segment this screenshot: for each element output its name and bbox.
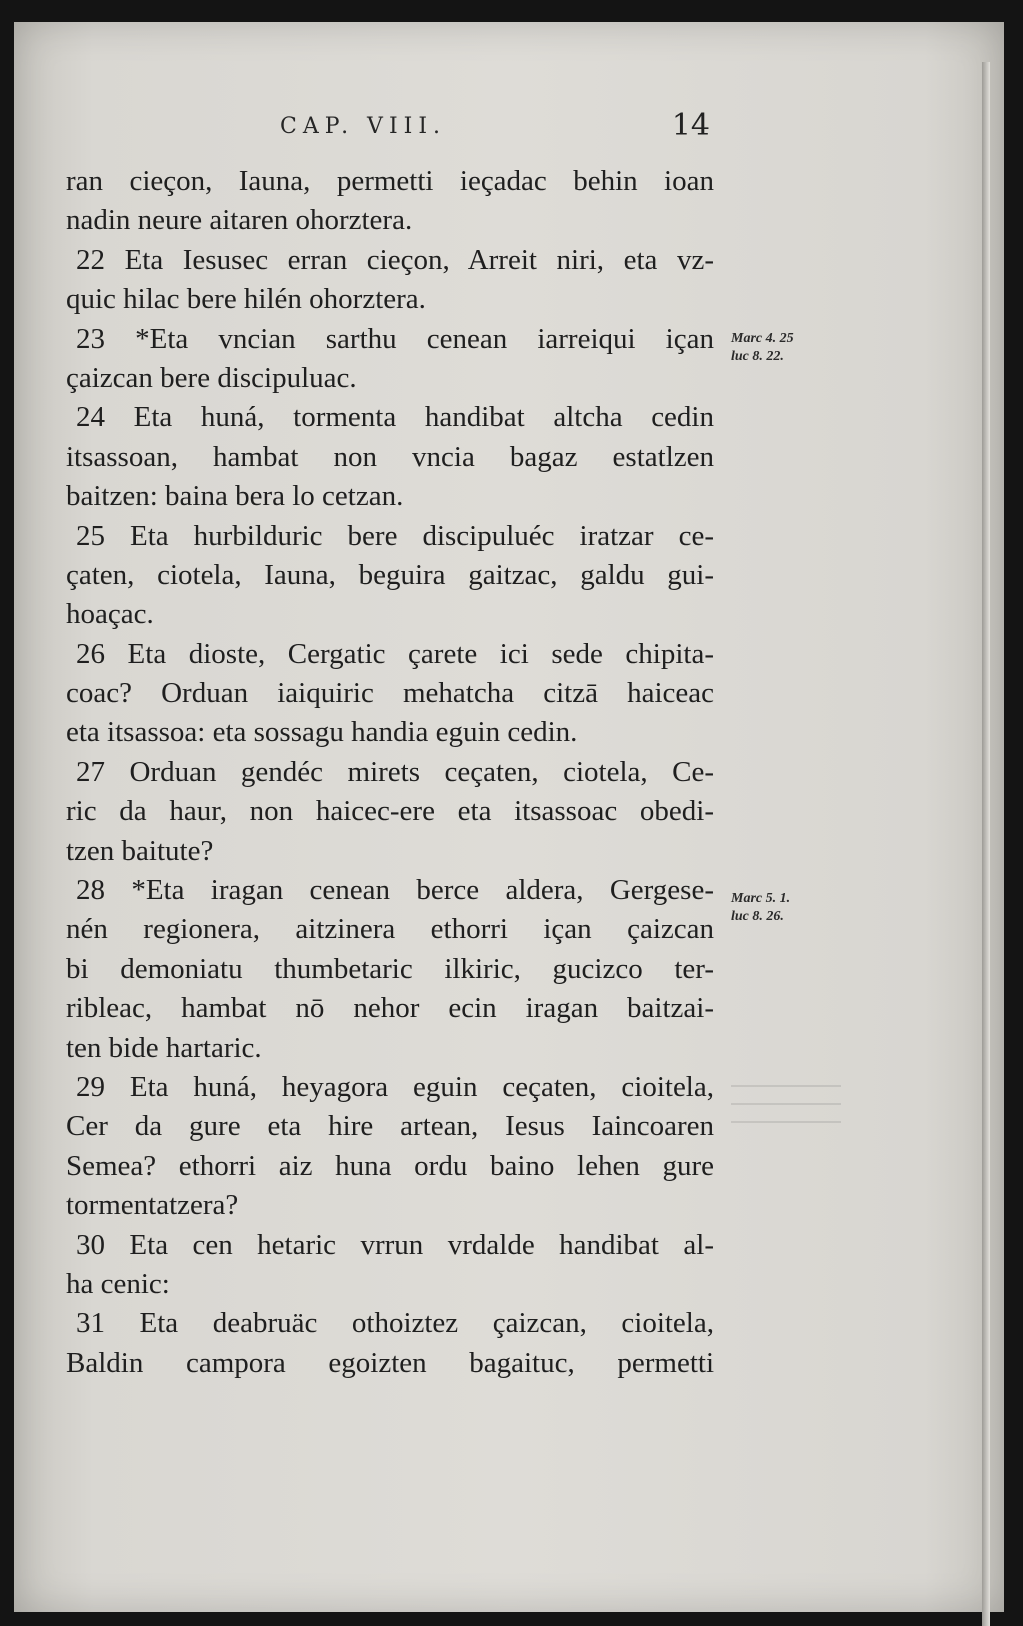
show-through-artifact [731,1085,841,1125]
text-line: Baldin campora egoizten bagaituc, permetti [66,1346,714,1379]
margin-note-line: Marc 4. 25 [731,331,794,346]
text-line: ran cieçon, Iauna, permetti ieçadac behin ioan [66,165,714,197]
margin-note-line: luc 8. 22. [731,349,784,364]
text-line: 28 *Eta iragan cenean berce aldera, Gergese- [76,874,714,907]
margin-note-line: Marc 5. 1. [731,891,791,906]
text-line: coac? Orduan iaiquiric mehatcha citzā haiceac [66,677,714,710]
page-body-text [66,162,714,1383]
text-line: ric da haur, non haicec-ere eta itsassoac obedi- [66,795,714,828]
text-line: 29 Eta huná, heyagora eguin ceçaten, cioitela, [76,1070,714,1103]
text-line: Semea? ethorri aiz huna ordu baino lehen gure [66,1149,714,1182]
text-line: çaten, ciotela, Iauna, beguira gaitzac, galdu gui- [66,558,714,591]
text-line: 25 Eta hurbilduric bere discipuluéc iratzar ce- [76,519,714,552]
text-line: quic hilac bere hilén ohorztera. [66,283,426,316]
margin-note-reference [731,890,790,926]
text-line: nén regionera, aitzinera ethorri içan çaizcan [66,913,714,946]
margin-note-reference [731,330,794,366]
text-line: Cer da gure eta hire artean, Iesus Iaincoaren [66,1110,714,1143]
text-line: 30 Eta cen hetaric vrrun vrdalde handibat al- [76,1228,714,1261]
text-line: bi demoniatu thumbetaric ilkiric, gucizco ter- [66,952,714,985]
text-line: ten bide hartaric. [66,1031,262,1064]
running-head: CAP. VIII. [280,114,447,139]
text-line: nadin neure aitaren ohorztera. [66,204,413,237]
text-line: çaizcan bere discipuluac. [66,361,357,394]
page-number: 14 [671,108,710,143]
page-header [70,108,710,148]
text-line: itsassoan, hambat non vncia bagaz estatlzen [66,440,714,473]
text-line: 24 Eta huná, tormenta handibat altcha cedin [76,401,714,434]
text-line: 23 *Eta vncian sarthu cenean iarreiqui içan [76,322,714,355]
text-line: baitzen: baina bera lo cetzan. [66,480,404,513]
text-line: eta itsassoa: eta sossagu handia eguin cedin. [66,716,578,749]
text-line: tzen baitute? [66,834,214,867]
margin-note-line: luc 8. 26. [731,909,784,924]
text-line: 26 Eta dioste, Cergatic çarete ici sede chipita- [76,637,714,670]
text-line: 27 Orduan gendéc mirets ceçaten, ciotela, Ce- [76,755,714,788]
text-line: hoaçac. [66,598,154,631]
text-line: tormentatzera? [66,1189,239,1222]
text-line: ribleac, hambat nō nehor ecin iragan baitzai- [66,992,714,1025]
page-edge [982,62,990,1626]
text-line: 22 Eta Iesusec erran cieçon, Arreit niri, eta vz- [76,243,714,276]
text-line: 31 Eta deabruäc othoiztez çaizcan, cioitela, [76,1307,714,1340]
text-line: ha cenic: [66,1267,170,1300]
